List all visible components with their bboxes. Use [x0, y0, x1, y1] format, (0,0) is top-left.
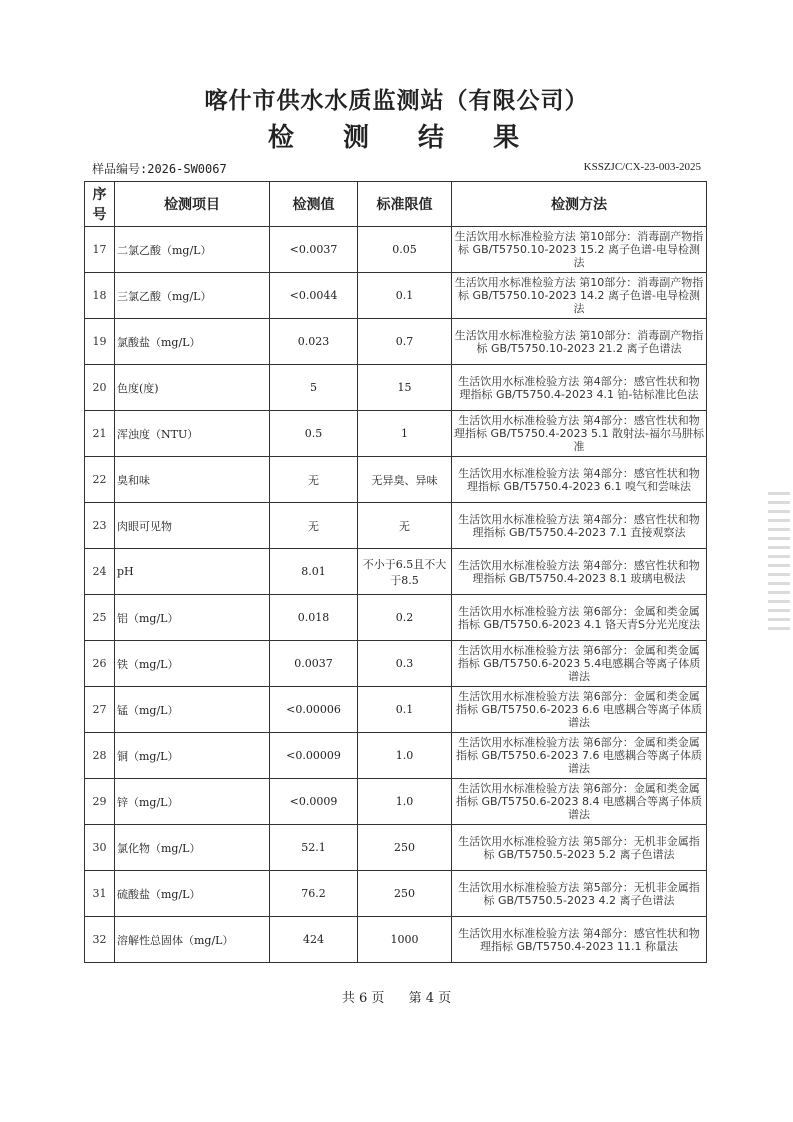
table-row: [85, 687, 707, 733]
table-row: [85, 457, 707, 503]
page-footer: [0, 987, 793, 1006]
row-method: 生活饮用水标准检验方法 第4部分：感官性状和物理指标 GB/T5750.4-2023 7.1 直接观察法: [452, 503, 707, 549]
table-row: [85, 549, 707, 595]
row-limit: 0.1: [358, 273, 452, 319]
table-row: [85, 365, 707, 411]
row-value: 76.2: [270, 871, 358, 917]
org-title: 喀什市供水水质监测站（有限公司）: [204, 87, 589, 114]
row-item: 锰（mg/L）: [115, 687, 270, 733]
row-value: 8.01: [270, 549, 358, 595]
row-item: 浑浊度（NTU）: [115, 411, 270, 457]
row-value: <0.0037: [270, 227, 358, 273]
row-limit: 不小于6.5且不大于8.5: [358, 549, 452, 595]
row-method: 生活饮用水标准检验方法 第6部分：金属和类金属指标 GB/T5750.6-2023 6.6 电感耦合等离子体质谱法: [452, 687, 707, 733]
row-number: 24: [85, 549, 115, 595]
row-value: 0.018: [270, 595, 358, 641]
row-number: 25: [85, 595, 115, 641]
row-item: 铜（mg/L）: [115, 733, 270, 779]
row-number: 29: [85, 779, 115, 825]
row-number: 28: [85, 733, 115, 779]
row-item: 铝（mg/L）: [115, 595, 270, 641]
row-number: 18: [85, 273, 115, 319]
report-title: 检 测 结 果: [267, 123, 540, 153]
row-method: 生活饮用水标准检验方法 第5部分：无机非金属指标 GB/T5750.5-2023 5.2 离子色谱法: [452, 825, 707, 871]
scan-artifact: [768, 492, 790, 632]
row-method: 生活饮用水标准检验方法 第4部分：感官性状和物理指标 GB/T5750.4-2023 8.1 玻璃电极法: [452, 549, 707, 595]
row-number: 19: [85, 319, 115, 365]
row-number: 30: [85, 825, 115, 871]
row-item: 硫酸盐（mg/L）: [115, 871, 270, 917]
row-method: 生活饮用水标准检验方法 第6部分：金属和类金属指标 GB/T5750.6-2023 4.1 铬天青S分光光度法: [452, 595, 707, 641]
row-method: 生活饮用水标准检验方法 第4部分：感官性状和物理指标 GB/T5750.4-2023 6.1 嗅气和尝味法: [452, 457, 707, 503]
row-item: 溶解性总固体（mg/L）: [115, 917, 270, 963]
row-item: 铁（mg/L）: [115, 641, 270, 687]
row-method: 生活饮用水标准检验方法 第6部分：金属和类金属指标 GB/T5750.6-2023 7.6 电感耦合等离子体质谱法: [452, 733, 707, 779]
row-item: 臭和味: [115, 457, 270, 503]
row-item: 锌（mg/L）: [115, 779, 270, 825]
row-limit: 0.3: [358, 641, 452, 687]
row-value: 无: [270, 503, 358, 549]
row-number: 23: [85, 503, 115, 549]
row-number: 32: [85, 917, 115, 963]
row-limit: 15: [358, 365, 452, 411]
col-header-limit: 标准限值: [358, 182, 452, 227]
row-item: 色度(度): [115, 365, 270, 411]
row-item: 氯酸盐（mg/L）: [115, 319, 270, 365]
sample-number: 样品编号:2026-SW0067: [92, 162, 227, 176]
document-code: KSSZJC/CX-23-003-2025: [583, 161, 701, 173]
table-row: [85, 227, 707, 273]
row-number: 21: [85, 411, 115, 457]
row-value: <0.0009: [270, 779, 358, 825]
col-header-item: 检测项目: [115, 182, 270, 227]
row-limit: 0.7: [358, 319, 452, 365]
table-body: [85, 227, 707, 963]
row-value: 无: [270, 457, 358, 503]
row-number: 31: [85, 871, 115, 917]
row-value: 0.0037: [270, 641, 358, 687]
row-item: 二氯乙酸（mg/L）: [115, 227, 270, 273]
row-limit: 250: [358, 825, 452, 871]
row-method: 生活饮用水标准检验方法 第5部分：无机非金属指标 GB/T5750.5-2023 4.2 离子色谱法: [452, 871, 707, 917]
row-number: 27: [85, 687, 115, 733]
row-limit: 0.2: [358, 595, 452, 641]
page-total: 共 6 页: [341, 991, 385, 1006]
col-header-value: 检测值: [270, 182, 358, 227]
row-value: <0.0044: [270, 273, 358, 319]
row-method: 生活饮用水标准检验方法 第4部分：感官性状和物理指标 GB/T5750.4-2023 4.1 铂-钴标准比色法: [452, 365, 707, 411]
row-method: 生活饮用水标准检验方法 第10部分：消毒副产物指标 GB/T5750.10-2023 21.2 离子色谱法: [452, 319, 707, 365]
row-value: <0.00009: [270, 733, 358, 779]
row-method: 生活饮用水标准检验方法 第6部分：金属和类金属指标 GB/T5750.6-2023 8.4 电感耦合等离子体质谱法: [452, 779, 707, 825]
row-limit: 无: [358, 503, 452, 549]
table-row: [85, 411, 707, 457]
row-value: 5: [270, 365, 358, 411]
col-header-method: 检测方法: [452, 182, 707, 227]
row-number: 22: [85, 457, 115, 503]
row-limit: 无异臭、异味: [358, 457, 452, 503]
table-row: [85, 871, 707, 917]
table-row: [85, 779, 707, 825]
table-header-row: [85, 182, 707, 227]
row-value: 0.023: [270, 319, 358, 365]
row-number: 26: [85, 641, 115, 687]
row-value: 0.5: [270, 411, 358, 457]
row-limit: 1: [358, 411, 452, 457]
row-limit: 0.1: [358, 687, 452, 733]
row-limit: 1.0: [358, 733, 452, 779]
table-row: [85, 319, 707, 365]
row-value: 52.1: [270, 825, 358, 871]
row-value: <0.00006: [270, 687, 358, 733]
col-header-no: 序号: [85, 182, 115, 227]
row-method: 生活饮用水标准检验方法 第4部分：感官性状和物理指标 GB/T5750.4-2023 11.1 称量法: [452, 917, 707, 963]
results-table: [84, 181, 707, 963]
page-current: 第 4 页: [408, 991, 452, 1006]
row-method: 生活饮用水标准检验方法 第6部分：金属和类金属指标 GB/T5750.6-2023 5.4电感耦合等离子体质谱法: [452, 641, 707, 687]
table-row: [85, 273, 707, 319]
row-item: pH: [115, 549, 270, 595]
row-number: 17: [85, 227, 115, 273]
table-row: [85, 595, 707, 641]
row-number: 20: [85, 365, 115, 411]
row-method: 生活饮用水标准检验方法 第10部分：消毒副产物指标 GB/T5750.10-2023 14.2 离子色谱-电导检测法: [452, 273, 707, 319]
row-limit: 0.05: [358, 227, 452, 273]
table-row: [85, 733, 707, 779]
row-limit: 1.0: [358, 779, 452, 825]
table-row: [85, 825, 707, 871]
row-method: 生活饮用水标准检验方法 第4部分：感官性状和物理指标 GB/T5750.4-2023 5.1 散射法-福尔马肼标准: [452, 411, 707, 457]
row-limit: 1000: [358, 917, 452, 963]
row-item: 肉眼可见物: [115, 503, 270, 549]
table-row: [85, 641, 707, 687]
row-value: 424: [270, 917, 358, 963]
row-method: 生活饮用水标准检验方法 第10部分：消毒副产物指标 GB/T5750.10-2023 15.2 离子色谱-电导检测法: [452, 227, 707, 273]
row-limit: 250: [358, 871, 452, 917]
table-row: [85, 503, 707, 549]
row-item: 三氯乙酸（mg/L）: [115, 273, 270, 319]
row-item: 氯化物（mg/L）: [115, 825, 270, 871]
table-row: [85, 917, 707, 963]
